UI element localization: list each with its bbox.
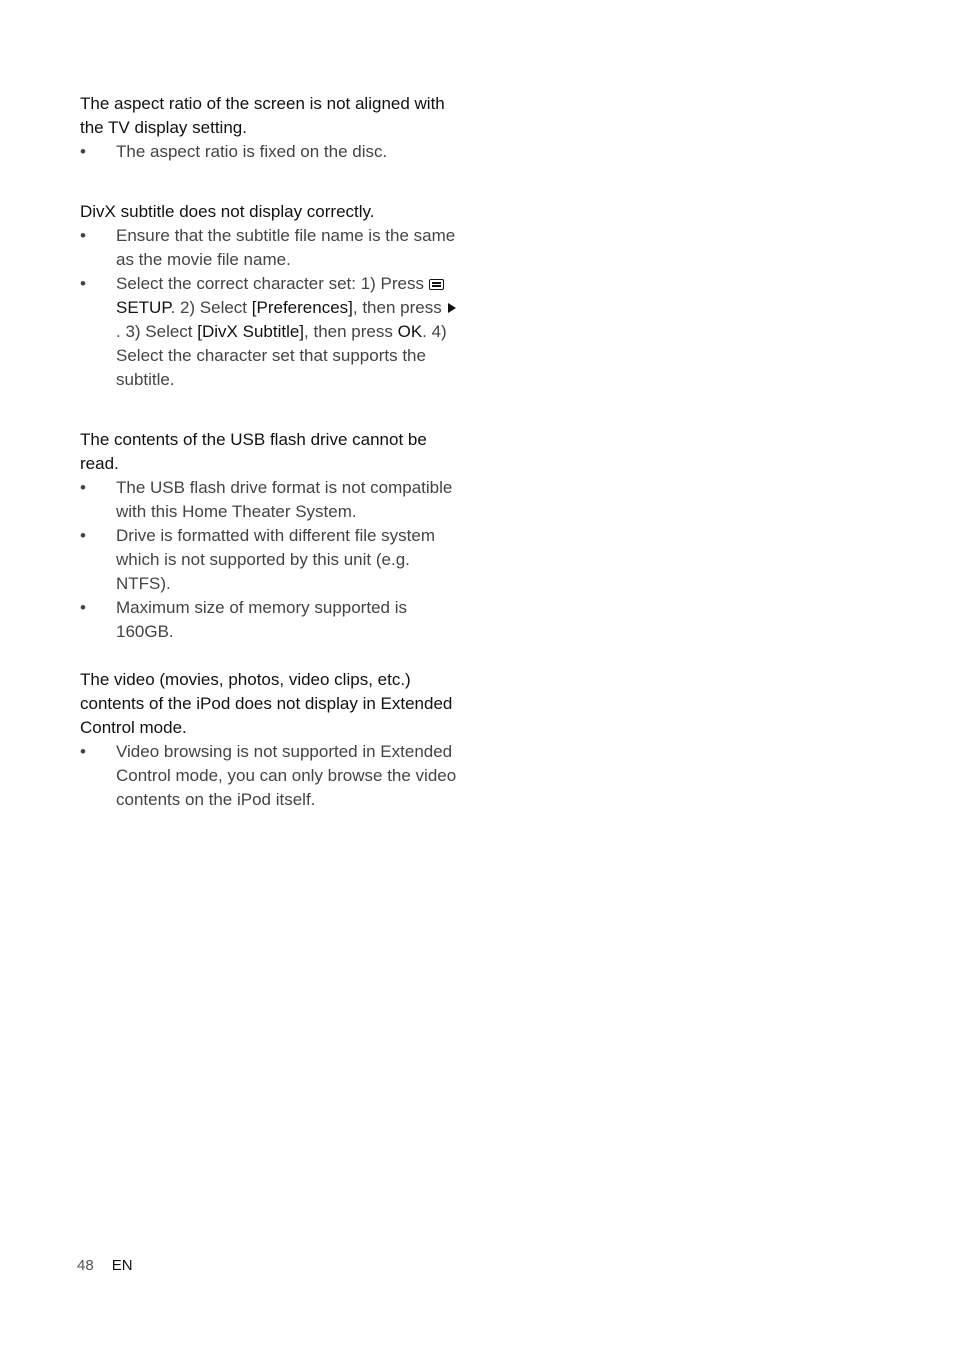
section-heading: The aspect ratio of the screen is not aligned with the TV display setting. [80, 94, 445, 137]
page-footer [77, 1255, 133, 1277]
bullet-list [80, 740, 460, 812]
troubleshooting-column [80, 92, 460, 848]
section-ipod-video [80, 668, 460, 812]
section-heading: The contents of the USB flash drive cannot be read. [80, 430, 427, 473]
bullet-item: • The USB flash drive format is not compatible with this Home Theater System. [80, 476, 460, 524]
page-number: 48 [77, 1257, 94, 1274]
text-segment: . 4) Select the character set that supports the subtitle. [116, 322, 447, 389]
bullet-item: • Ensure that the subtitle file name is the same as the movie file name. [80, 224, 460, 272]
section-heading: DivX subtitle does not display correctly. [80, 202, 375, 221]
section-usb-flash-drive [80, 428, 460, 644]
bullet-list [80, 224, 460, 392]
bullet-item: • Video browsing is not supported in Extended Control mode, you can only browse the video contents on the iPod itself. [80, 740, 460, 812]
bullet-list [80, 476, 460, 644]
text-segment: , then press [352, 298, 447, 317]
bullet-item: • Drive is formatted with different file system which is not supported by this unit (e.g. NTFS). [80, 524, 460, 596]
bullet-item: • The aspect ratio is fixed on the disc. [80, 140, 460, 164]
divx-subtitle-label: [DivX Subtitle] [197, 322, 305, 341]
bullet-item: • Maximum size of memory supported is 160GB. [80, 596, 460, 644]
play-arrow-icon [448, 303, 456, 313]
ok-key-label: OK [397, 322, 423, 341]
setup-key-label: SETUP [116, 298, 171, 317]
text-segment: . 3) Select [116, 322, 198, 341]
section-heading: The video (movies, photos, video clips, etc.) contents of the iPod does not display in Extended Control mode. [80, 670, 453, 737]
text-segment: . 2) Select [170, 298, 252, 317]
preferences-label: [Preferences] [251, 298, 353, 317]
language-code: EN [111, 1257, 133, 1274]
bullet-item-character-set [80, 272, 460, 392]
setup-menu-icon [429, 279, 444, 290]
bullet-list [80, 140, 460, 164]
text-segment: Select the correct character set: 1) Press [116, 274, 429, 293]
text-segment: , then press [304, 322, 398, 341]
section-divx-subtitle [80, 200, 460, 392]
section-aspect-ratio [80, 92, 460, 164]
